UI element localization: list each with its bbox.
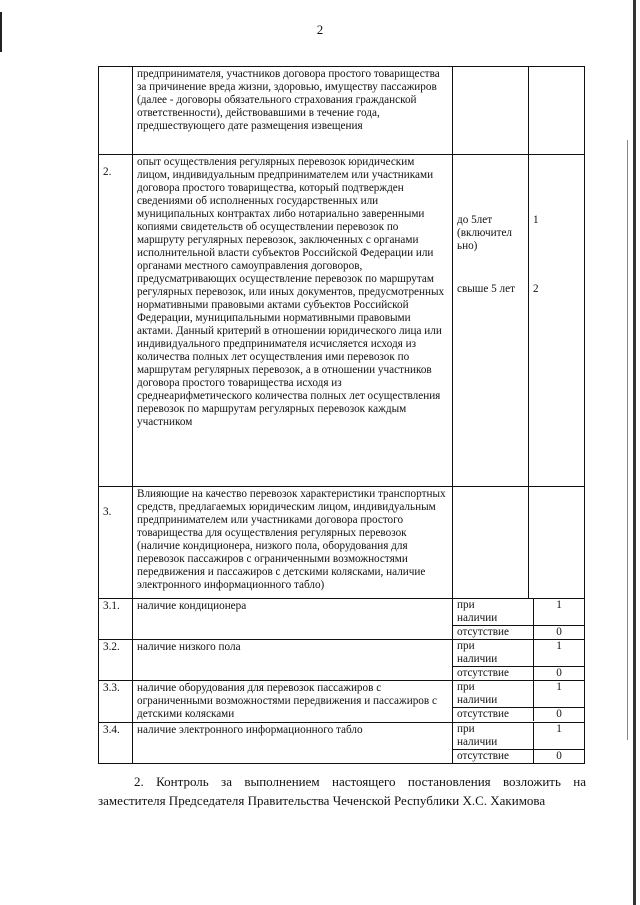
condition-cell-empty <box>453 487 529 599</box>
points-present: 1 <box>556 599 562 611</box>
row-number: 2. <box>99 155 133 487</box>
points-cell <box>529 155 585 487</box>
points-1: 1 <box>533 214 539 226</box>
closing-paragraph <box>98 772 586 810</box>
page-number: 2 <box>316 22 324 37</box>
subcriterion-text: наличие низкого пола <box>133 640 453 681</box>
points-absent: 0 <box>556 708 562 720</box>
subcondition-cell <box>453 640 585 681</box>
subcriterion-text: наличие оборудования для перевозок пассажиров с ограниченными возможностями передвижения и пассажиров с детскими колясками <box>133 681 453 723</box>
points-present: 1 <box>556 640 562 652</box>
condition-present: при наличии <box>453 723 534 749</box>
points-cell-empty <box>529 487 585 599</box>
subcondition-cell <box>453 681 585 723</box>
subcondition-cell <box>453 599 585 640</box>
scan-edge-right <box>633 0 636 905</box>
row-number: 3. <box>99 487 133 599</box>
table-subrow <box>99 599 585 640</box>
scan-edge-shadow <box>627 140 628 740</box>
condition-cell <box>453 155 529 487</box>
subcondition-cell <box>453 723 585 764</box>
points-cell-empty <box>529 67 585 155</box>
criterion-text: предпринимателя, участников договора простого товарищества за причинение вреда жизни, здоровью, имуществу пассажиров (далее - договоры обязательного страхования гражданской ответственности), действовавшими в течение года, предшествующего дате размещения извещения <box>133 67 453 155</box>
table-subrow <box>99 723 585 764</box>
row-number-empty <box>99 67 133 155</box>
points-absent: 0 <box>556 667 562 679</box>
condition-over-5: свыше 5 лет <box>457 283 515 295</box>
subrow-number: 3.3. <box>99 681 133 723</box>
table-row-2 <box>99 155 585 487</box>
condition-absent: отсутствие <box>453 626 534 639</box>
subcriterion-text: наличие электронного информационного табло <box>133 723 453 764</box>
criterion-text: опыт осуществления регулярных перевозок юридическим лицом, индивидуальным предпринимателем или участниками договора простого товарищества, который подтвержден сведениями об исполненных государственных или муниципальных контрактах либо нотариально заверенными копиями свидетельств об осуществлении перевозок по маршруту регулярных перевозок, заключенных с органами исполнительной власти субъектов Российской Федерации или органами местного самоуправления договоров, предусматривающих осуществление перевозок по маршрутам регулярных перевозок, или иных документов, предусмотренных нормативными правовыми актами субъектов Российской Федерации, муниципальными нормативными правовыми актами. Данный критерий в отношении юридического лица или индивидуального предпринимателя исчисляется исходя из количества полных лет осуществления ими перевозок по маршрутам регулярных перевозок, а в отношении участников договора простого товарищества исходя из среднеарифметического количества полных лет осуществления перевозок по маршрутам регулярных перевозок каждым участником <box>133 155 453 487</box>
points-absent: 0 <box>556 626 562 638</box>
points-absent: 0 <box>556 750 562 762</box>
points-present: 1 <box>556 681 562 693</box>
condition-up-to-5: до 5лет (включител ьно) <box>457 214 513 252</box>
subrow-number: 3.4. <box>99 723 133 764</box>
condition-present: при наличии <box>453 599 534 625</box>
closing-text: 2. Контроль за выполнением настоящего постановления возложить на заместителя Председателя Правительства Чеченской Республики Х.С. Хакимова <box>98 774 586 808</box>
table-row-continuation <box>99 67 585 155</box>
table-subrow <box>99 681 585 723</box>
condition-absent: отсутствие <box>453 708 534 721</box>
table-subrow <box>99 640 585 681</box>
condition-absent: отсутствие <box>453 750 534 763</box>
condition-cell-empty <box>453 67 529 155</box>
table-row-3 <box>99 487 585 599</box>
subrow-number: 3.2. <box>99 640 133 681</box>
criteria-table <box>98 66 585 764</box>
points-2: 2 <box>533 283 539 295</box>
condition-absent: отсутствие <box>453 667 534 680</box>
criterion-text: Влияющие на качество перевозок характеристики транспортных средств, предлагаемых юридическим лицом, индивидуальным предпринимателем или участниками договора простого товарищества для осуществления регулярных перевозок (наличие кондиционера, низкого пола, оборудования для перевозок пассажиров с ограниченными возможностями передвижения и пассажиров с детскими колясками, наличие электронного информационного табло) <box>133 487 453 599</box>
points-present: 1 <box>556 723 562 735</box>
condition-present: при наличии <box>453 640 534 666</box>
subrow-number: 3.1. <box>99 599 133 640</box>
condition-present: при наличии <box>453 681 534 707</box>
subcriterion-text: наличие кондиционера <box>133 599 453 640</box>
